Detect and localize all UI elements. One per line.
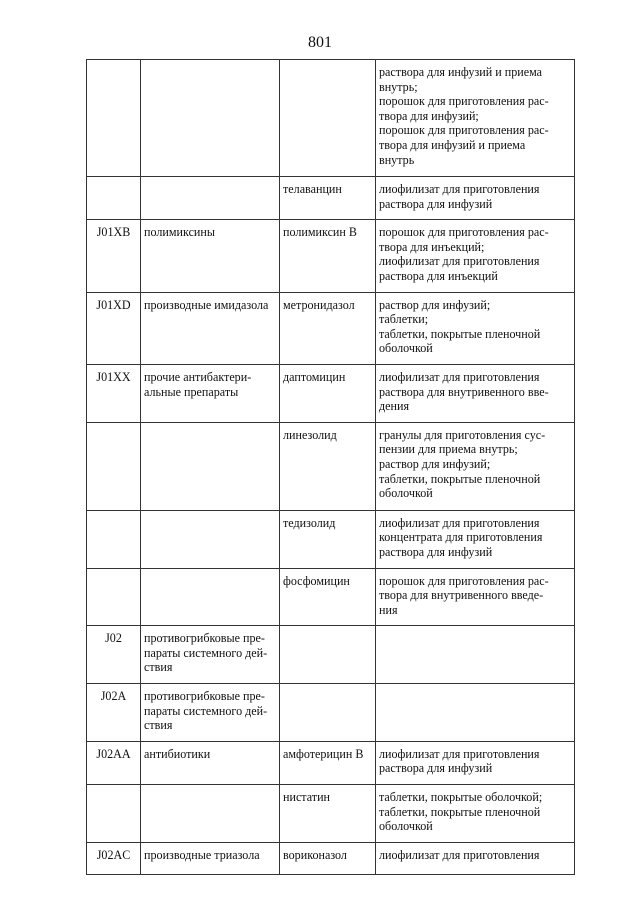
- dosage-forms-cell: [376, 741, 575, 784]
- atc-code-cell: J02A: [87, 684, 141, 742]
- cell-text-line: пензии для приема внутрь;: [379, 442, 518, 457]
- cell-text-line: твора для инъекций;: [379, 239, 485, 254]
- dosage-forms-cell: [376, 177, 575, 220]
- page-number: 801: [308, 34, 332, 51]
- dosage-forms-cell: [376, 510, 575, 568]
- cell-text-line: противогрибковые пре-: [144, 631, 265, 646]
- drug-name-cell: [280, 626, 376, 684]
- drug-name-cell: [280, 741, 376, 784]
- dosage-forms-cell: [376, 842, 575, 874]
- cell-text-line: ния: [379, 602, 398, 617]
- cell-text-line: амфотерицин В: [283, 746, 364, 761]
- atc-code-cell: [87, 177, 141, 220]
- table-row: [87, 568, 575, 626]
- cell-text-line: таблетки, покрытые пленочной: [379, 471, 541, 486]
- table-body: [87, 60, 575, 875]
- table-row: [87, 684, 575, 742]
- table-row: [87, 842, 575, 874]
- cell-text-line: внутрь: [379, 152, 415, 167]
- atc-code-cell: J01XB: [87, 220, 141, 292]
- cell-text-line: линезолид: [283, 427, 337, 442]
- cell-text-line: оболочкой: [379, 486, 433, 501]
- drug-name-cell: [280, 510, 376, 568]
- cell-text-line: телаванцин: [283, 182, 342, 196]
- group-name-cell: [141, 220, 280, 292]
- cell-text-line: лиофилизат для приготовления: [379, 369, 540, 384]
- group-name-cell: [141, 292, 280, 364]
- cell-text-line: даптомицин: [283, 369, 346, 384]
- cell-text-line: лиофилизат для приготовления: [379, 182, 540, 196]
- drug-name-cell: [280, 422, 376, 510]
- group-name-cell: [141, 177, 280, 220]
- cell-text-line: раствор для инфузий;: [379, 297, 491, 312]
- table-row: [87, 741, 575, 784]
- cell-text-line: ствия: [144, 718, 173, 733]
- cell-text-line: параты системного дей-: [144, 645, 268, 660]
- table-row: [87, 785, 575, 843]
- cell-text-line: раствора для инфузий: [379, 544, 493, 559]
- dosage-forms-cell: [376, 364, 575, 422]
- drug-name-cell: [280, 364, 376, 422]
- cell-text-line: ствия: [144, 660, 173, 675]
- cell-text-line: порошок для приготовления рас-: [379, 94, 549, 109]
- cell-text-line: лиофилизат для приготовления: [379, 254, 540, 269]
- cell-text-line: раствора для инъекций: [379, 268, 498, 283]
- cell-text-line: раствор для инфузий;: [379, 456, 491, 471]
- cell-text-line: лиофилизат для приготовления: [379, 746, 540, 761]
- atc-code-cell: [87, 510, 141, 568]
- cell-text-line: порошок для приготовления рас-: [379, 573, 549, 588]
- cell-text-line: раствора для инфузий и приема: [379, 65, 543, 79]
- cell-text-line: раствора для инфузий: [379, 196, 493, 211]
- atc-code-cell: J02AA: [87, 741, 141, 784]
- cell-text-line: концентрата для приготовления: [379, 530, 543, 545]
- cell-text-line: раствора для внутривенного вве-: [379, 384, 549, 399]
- cell-text-line: твора для внутривенного введе-: [379, 588, 544, 603]
- drug-name-cell: [280, 785, 376, 843]
- atc-code-cell: J02AC: [87, 842, 141, 874]
- cell-text-line: лиофилизат для приготовления: [379, 515, 540, 530]
- drug-name-cell: [280, 842, 376, 874]
- dosage-forms-cell: [376, 684, 575, 742]
- cell-text-line: фосфомицин: [283, 573, 350, 588]
- atc-code-cell: [87, 60, 141, 177]
- cell-text-line: антибиотики: [144, 746, 211, 761]
- table-row: [87, 220, 575, 292]
- cell-text-line: раствора для инфузий: [379, 761, 493, 776]
- drug-name-cell: [280, 568, 376, 626]
- cell-text-line: дения: [379, 399, 410, 414]
- dosage-forms-cell: [376, 60, 575, 177]
- cell-text-line: полимиксины: [144, 225, 216, 240]
- table-row: [87, 292, 575, 364]
- cell-text-line: альные препараты: [144, 384, 239, 399]
- cell-text-line: гранулы для приготовления сус-: [379, 427, 546, 442]
- table-row: [87, 177, 575, 220]
- group-name-cell: [141, 364, 280, 422]
- atc-code-cell: J02: [87, 626, 141, 684]
- cell-text-line: твора для инфузий и приема: [379, 137, 526, 152]
- dosage-forms-cell: [376, 220, 575, 292]
- cell-text-line: твора для инфузий;: [379, 108, 479, 123]
- table-row: [87, 510, 575, 568]
- cell-text-line: таблетки;: [379, 312, 429, 327]
- cell-text-line: противогрибковые пре-: [144, 689, 265, 704]
- table-row: [87, 626, 575, 684]
- dosage-forms-cell: [376, 626, 575, 684]
- cell-text-line: внутрь;: [379, 79, 418, 94]
- cell-text-line: оболочкой: [379, 819, 433, 834]
- cell-text-line: тедизолид: [283, 515, 336, 530]
- drug-name-cell: [280, 292, 376, 364]
- group-name-cell: [141, 568, 280, 626]
- cell-text-line: оболочкой: [379, 341, 433, 356]
- atc-drug-table: [86, 59, 575, 875]
- atc-code-cell: J01XX: [87, 364, 141, 422]
- cell-text-line: метронидазол: [283, 297, 355, 312]
- drug-name-cell: [280, 220, 376, 292]
- group-name-cell: [141, 60, 280, 177]
- table-row: [87, 422, 575, 510]
- drug-name-cell: [280, 684, 376, 742]
- drug-name-cell: [280, 177, 376, 220]
- cell-text-line: порошок для приготовления рас-: [379, 123, 549, 138]
- table-row: [87, 60, 575, 177]
- cell-text-line: порошок для приготовления рас-: [379, 225, 549, 240]
- cell-text-line: полимиксин В: [283, 225, 357, 240]
- group-name-cell: [141, 785, 280, 843]
- dosage-forms-cell: [376, 785, 575, 843]
- table-row: [87, 364, 575, 422]
- cell-text-line: таблетки, покрытые оболочкой;: [379, 790, 543, 805]
- atc-code-cell: [87, 568, 141, 626]
- dosage-forms-cell: [376, 568, 575, 626]
- drug-name-cell: [280, 60, 376, 177]
- cell-text-line: нистатин: [283, 790, 331, 805]
- cell-text-line: параты системного дей-: [144, 703, 268, 718]
- cell-text-line: вориконазол: [283, 847, 347, 862]
- cell-text-line: таблетки, покрытые пленочной: [379, 326, 541, 341]
- group-name-cell: [141, 684, 280, 742]
- atc-code-cell: [87, 422, 141, 510]
- group-name-cell: [141, 741, 280, 784]
- group-name-cell: [141, 626, 280, 684]
- cell-text-line: производные имидазола: [144, 297, 269, 312]
- atc-code-cell: [87, 785, 141, 843]
- cell-text-line: таблетки, покрытые пленочной: [379, 804, 541, 819]
- cell-text-line: лиофилизат для приготовления: [379, 847, 540, 862]
- cell-text-line: производные триазола: [144, 847, 260, 862]
- cell-text-line: прочие антибактери-: [144, 369, 252, 384]
- atc-code-cell: J01XD: [87, 292, 141, 364]
- group-name-cell: [141, 422, 280, 510]
- dosage-forms-cell: [376, 292, 575, 364]
- dosage-forms-cell: [376, 422, 575, 510]
- group-name-cell: [141, 510, 280, 568]
- group-name-cell: [141, 842, 280, 874]
